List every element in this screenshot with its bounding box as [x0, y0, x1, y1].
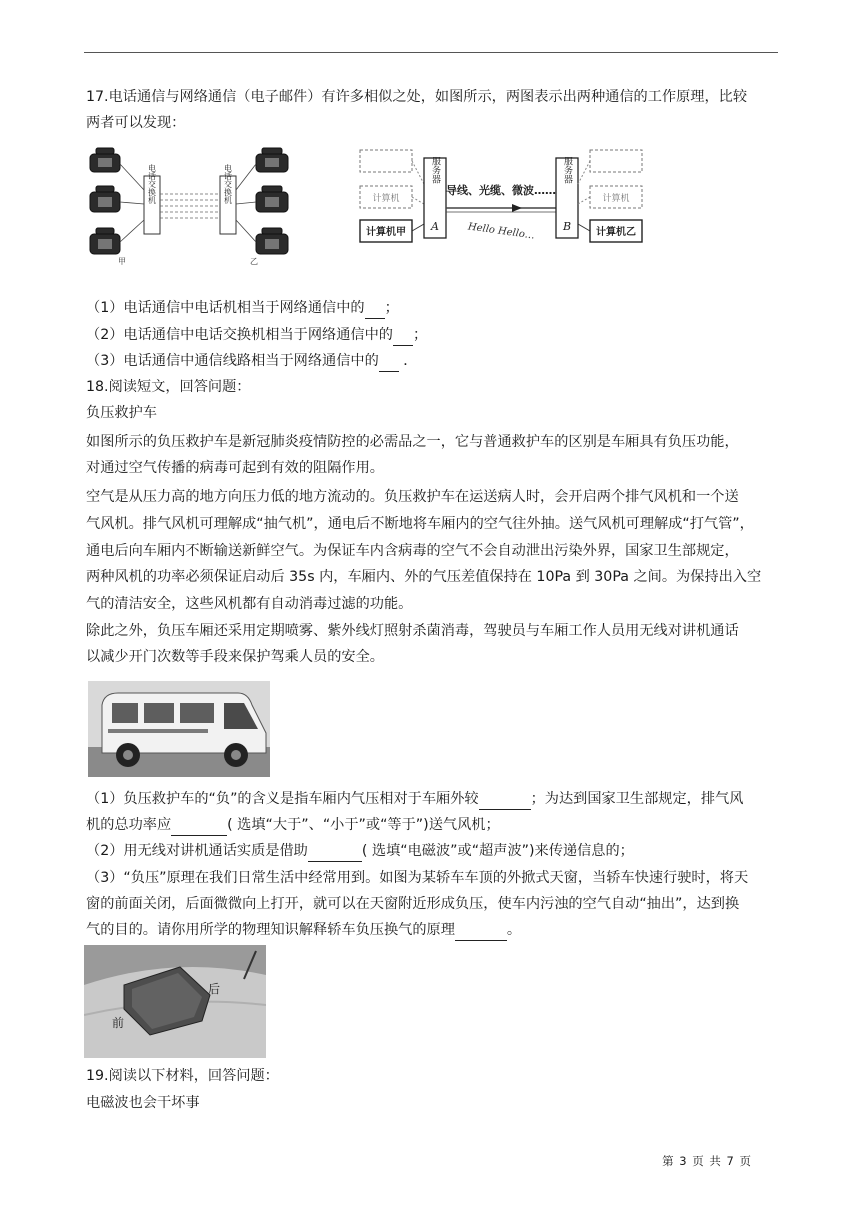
roof-label-front: 前 — [112, 1016, 125, 1030]
q18-p2-line3: 通电后向车厢内不断输送新鲜空气。为保证车内含病毒的空气不会自动泄出污染外界，国家卫生部规定， — [86, 543, 739, 559]
q17-item3: （3）电话通信中通信线路相当于网络通信中的 ． — [86, 351, 418, 372]
switch-a-label: 电话交换机 — [147, 164, 157, 204]
roof-label-back: 后 — [208, 982, 221, 996]
car-sunroof-photo — [84, 945, 266, 1058]
q18-article-title: 负压救护车 — [86, 405, 157, 421]
server-a-letter: A — [431, 220, 439, 233]
computer-jia-label: 计算机甲 — [366, 227, 406, 238]
q17-blank2[interactable] — [393, 325, 413, 346]
phone-network-figure — [84, 142, 296, 266]
link-label: 导线、光缆、微波…… — [446, 184, 556, 197]
q17-blank1[interactable] — [365, 298, 385, 319]
label-yi: 乙 — [250, 257, 258, 266]
label-jia: 甲 — [118, 257, 126, 266]
switch-b-label: 电话交换机 — [223, 164, 233, 204]
q18-sub2: （2）用无线对讲机通话实质是借助 ( 选填“电磁波”或“超声波”)来传递信息的； — [86, 841, 634, 862]
server-b-label: 服务器 — [562, 156, 572, 184]
page-footer: 第 3 页 共 7 页 — [662, 1154, 752, 1168]
computer-yi-label: 计算机乙 — [596, 227, 636, 238]
q17-blank3[interactable] — [379, 351, 399, 372]
q18-p2-line2: 气风机。排气风机可理解成“抽气机”，通电后不断地将车厢内的空气往外抽。送气风机可理解成“打气管”， — [86, 516, 754, 532]
q18-blank4[interactable] — [455, 920, 507, 941]
q17-item1: （1）电话通信中电话机相当于网络通信中的 ； — [86, 298, 399, 319]
q18-sub1-line2: 机的总功率应 ( 选填“大于”、“小于”或“等于”)送气风机； — [86, 815, 500, 836]
q18-blank2[interactable] — [171, 815, 227, 836]
q19-stem: 19.阅读以下材料，回答问题： — [86, 1068, 279, 1084]
q18-sub3-line3: 气的目的。请你用所学的物理知识解释轿车负压换气的原理 。 — [86, 920, 521, 941]
server-a-label: 服务器 — [430, 156, 440, 184]
ambulance-photo — [88, 681, 270, 777]
q18-sub3-line1: （3）“负压”原理在我们日常生活中经常用到。如图为某轿车车顶的外掀式天窗，当轿车快速行驶时，将天 — [86, 870, 749, 886]
q18-blank3[interactable] — [308, 841, 362, 862]
server-b-letter: B — [562, 220, 572, 233]
computer-network-figure — [356, 144, 644, 248]
q17-stem-line1: 17.电话通信与网络通信（电子邮件）有许多相似之处，如图所示，两图表示出两种通信的工作原理，比较 — [86, 89, 748, 105]
computer-top-left-label: 计算机 — [372, 194, 400, 204]
q19-title: 电磁波也会干坏事 — [86, 1095, 200, 1111]
q18-p1-line1: 如图所示的负压救护车是新冠肺炎疫情防控的必需品之一，它与普通救护车的区别是车厢具有负压功能， — [86, 434, 739, 450]
hello-text: Hello Hello… — [467, 221, 536, 242]
q18-sub3-line2: 窗的前面关闭，后面微微向上打开，就可以在天窗附近形成负压，使车内污浊的空气自动“抽出”，达到换 — [86, 896, 740, 912]
header-rule — [84, 52, 778, 53]
q18-p1-line2: 对通过空气传播的病毒可起到有效的阻隔作用。 — [86, 460, 384, 476]
computer-top-right-label: 计算机 — [602, 194, 630, 204]
q18-p2-line4: 两种风机的功率必须保证启动后 35s 内，车厢内、外的气压差值保持在 10Pa 到 30Pa 之间。为保持出入空 — [86, 569, 762, 585]
q18-p3-line2: 以减少开门次数等手段来保护驾乘人员的安全。 — [86, 649, 384, 665]
q18-blank1[interactable] — [479, 789, 531, 810]
q18-sub1-line1: （1）负压救护车的“负”的含义是指车厢内气压相对于车厢外较 ；为达到国家卫生部规定，排气风 — [86, 789, 743, 810]
q17-item2: （2）电话通信中电话交换机相当于网络通信中的 ； — [86, 325, 427, 346]
q18-stem: 18.阅读短文，回答问题： — [86, 379, 251, 395]
q17-stem-line2: 两者可以发现： — [86, 115, 186, 131]
q18-p3-line1: 除此之外，负压车厢还采用定期喷雾、紫外线灯照射杀菌消毒，驾驶员与车厢工作人员用无线对讲机通话 — [86, 623, 739, 639]
q18-p2-line1: 空气是从压力高的地方向压力低的地方流动的。负压救护车在运送病人时，会开启两个排气风机和一个送 — [86, 489, 739, 505]
q18-p2-line5: 气的清洁安全，这些风机都有自动消毒过滤的功能。 — [86, 596, 413, 612]
